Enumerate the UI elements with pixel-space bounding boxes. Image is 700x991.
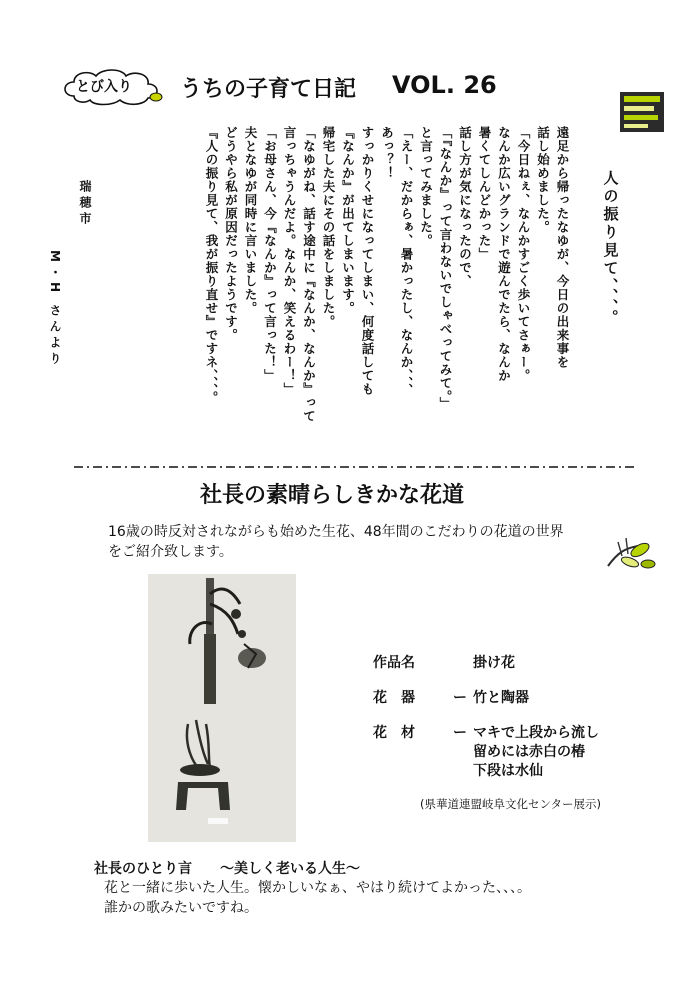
comment-line: 花と一緒に歩いた人生。懐かしいなぁ、やはり続けてよかった、、、。	[104, 880, 531, 896]
spec-value: マキで上段から流し	[473, 725, 599, 741]
ikebana-intro: 16歳の時反対されながらも始めた生花、48年間のこだわりの花道の世界をご紹介致します。	[108, 524, 564, 560]
corner-decoration	[620, 92, 666, 134]
spec-label: 花 材	[373, 725, 415, 741]
spec-material-row	[373, 724, 599, 743]
diary-line: すっかりくせになってしまい、何度話しても	[360, 126, 375, 396]
leaf-decoration	[604, 532, 656, 576]
spec-title-row	[373, 654, 515, 673]
diary-line: なんか広いグランドで遊んでたら、なんか	[496, 126, 512, 383]
diary-line: あっ？！	[379, 126, 395, 180]
diary-line: と言ってみました。	[418, 126, 434, 248]
author-credit	[70, 180, 94, 400]
diary-line: 「えー、だからぁ、暑かったし、なんか、、、	[399, 126, 414, 397]
spec-label: 作品名	[373, 655, 415, 671]
diary-line: 夫となゆが同時に言いました。	[243, 126, 258, 315]
author-name: M・H さんより	[48, 250, 62, 369]
diary-line: 『人の振り見て、我が振り直せ』ですネ、、、。	[204, 126, 219, 405]
cloud-label: とび入り	[76, 79, 132, 95]
spec-separator: ー	[453, 725, 467, 741]
diary-line: 「なゆがね、話す途中に『なんか、なんか』って	[301, 126, 317, 423]
diary-line: 遠足から帰ったなゆが、今日の出来事を	[555, 126, 570, 369]
diary-line: 話し始めました。	[535, 126, 551, 234]
spec-value: 竹と陶器	[473, 690, 529, 706]
spec-material-cont-1: 留めには赤白の椿	[473, 744, 585, 760]
spec-vessel-row	[373, 689, 529, 708]
ikebana-photo	[148, 574, 296, 842]
author-credit-name	[40, 250, 64, 410]
spec-separator: ー	[453, 690, 467, 706]
diary-line: 言っちゃうんだよ。なんか、笑えるわー！」	[282, 126, 297, 396]
diary-story	[114, 126, 572, 426]
comment-line: 誰かの歌みたいですね。	[104, 900, 258, 916]
diary-line: 話し方が気になったので、	[457, 126, 473, 288]
diary-line: 帰宅した夫にその話をしました。	[321, 126, 336, 329]
comment-body	[104, 878, 624, 918]
spec-material-cont-2: 下段は水仙	[473, 763, 543, 779]
ikebana-title: 社長の素晴らしきかな花道	[200, 483, 465, 508]
diary-line: 暑くてしんどかった」	[477, 126, 492, 261]
diary-line: 「お母さん、今『なんか』って言った！」	[262, 126, 278, 383]
comment-title: 社長のひとり言 ～美しく老いる人生～	[94, 861, 360, 877]
volume-number: VOL. 26	[392, 71, 497, 99]
diary-line: 『なんか』が出てしまいます。	[340, 126, 356, 315]
diary-line: 「『なんか』って言わないでしゃべってみて。」	[438, 126, 453, 411]
spec-value: 掛け花	[473, 655, 515, 671]
diary-line: 「今日ねぇ、なんかすごく歩いてさぁー。	[516, 126, 531, 383]
spec-label: 花 器	[373, 690, 415, 706]
author-city: 瑞穂市	[78, 180, 92, 228]
diary-side-title: 人の振り見て、、、。	[601, 170, 620, 328]
section-divider	[74, 463, 634, 471]
diary-line: どうやら私が原因だったようです。	[223, 126, 239, 342]
diary-title: うちの子育て日記	[180, 77, 357, 102]
exhibit-note: (県華道連盟岐阜文化センター展示)	[420, 797, 602, 811]
